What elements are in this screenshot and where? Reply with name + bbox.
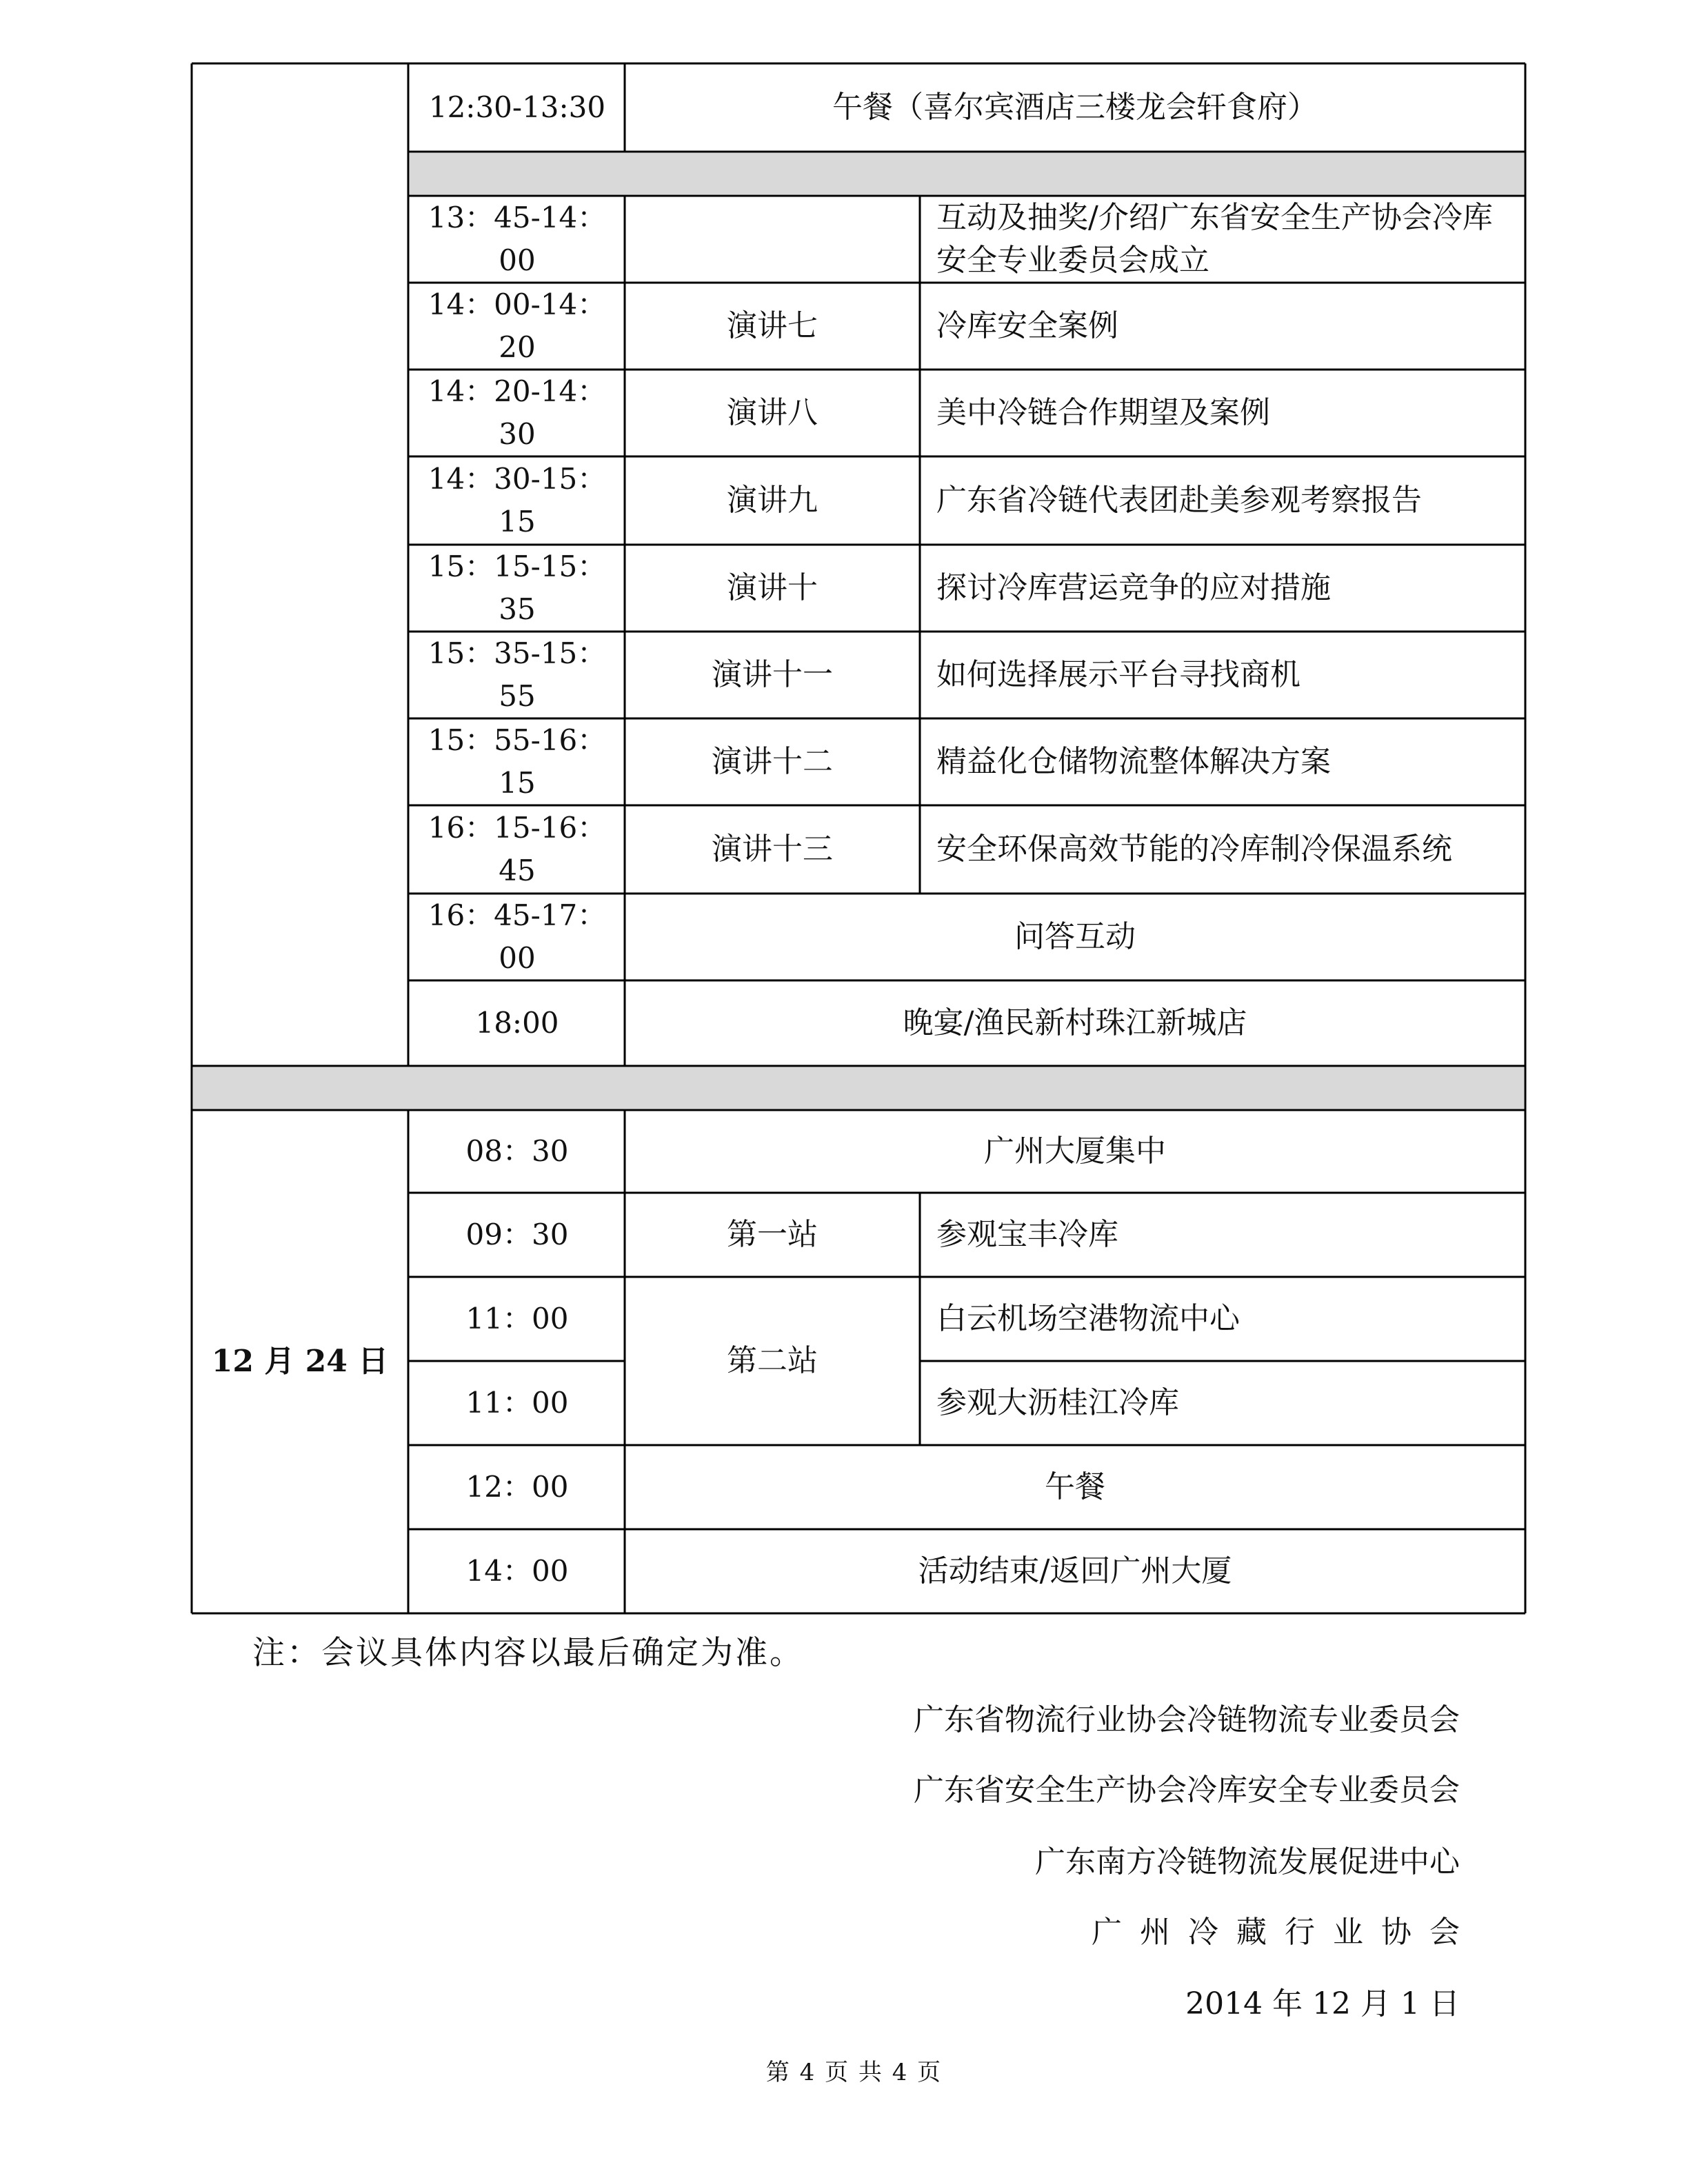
date-cell: 12 月 24 日 (211, 1344, 389, 1379)
time-cell: 18:00 (475, 1006, 559, 1040)
topic-cell: 如何选择展示平台寻找商机 (936, 657, 1300, 692)
time-cell: 12:30-13:30 (428, 90, 606, 124)
time-cell: 08：30 (465, 1134, 569, 1168)
speech-cell: 演讲十一 (712, 657, 833, 692)
time-cell: 11：00 (465, 1302, 569, 1335)
speech-cell: 演讲九 (727, 483, 818, 518)
lunch-title: 午餐（喜尔宾酒店三楼龙会轩食府） (832, 90, 1318, 125)
topic-cell: 白云机场空港物流中心 (936, 1301, 1240, 1336)
dinner-title: 晚宴/渔民新村珠江新城店 (903, 1005, 1247, 1040)
time-cell: 09：30 (465, 1218, 569, 1251)
time-cell: 14：20-14：30 (428, 374, 607, 451)
topic-cell: 互动及抽奖/介绍广东省安全生产协会冷库安全专业委员会成立 (936, 200, 1493, 278)
qa-title: 问答互动 (1014, 919, 1136, 954)
time-cell: 15：35-15：55 (428, 636, 607, 713)
time-cell: 16：15-16：45 (428, 811, 607, 887)
topic-cell: 冷库安全案例 (936, 308, 1118, 343)
signature-line: 广州冷藏行业协会 (1092, 1915, 1478, 1950)
time-cell: 15：15-15：35 (428, 549, 607, 626)
gather-title: 广州大厦集中 (984, 1133, 1166, 1169)
topic-cell: 安全环保高效节能的冷库制冷保温系统 (936, 831, 1452, 867)
speech-cell: 演讲十二 (712, 744, 833, 779)
topic-cell: 参观宝丰冷库 (936, 1217, 1118, 1252)
time-cell: 15：55-16：15 (428, 723, 607, 800)
speech-cell: 演讲十三 (712, 831, 833, 867)
topic-cell: 参观大沥桂江冷库 (936, 1385, 1179, 1420)
station-cell: 第一站 (727, 1217, 818, 1252)
time-cell: 14：00-14：20 (428, 288, 607, 364)
topic-cell: 广东省冷链代表团赴美参观考察报告 (936, 483, 1422, 518)
signature-line: 广东南方冷链物流发展促进中心 (1035, 1844, 1460, 1879)
speech-cell: 演讲十 (727, 570, 818, 605)
speech-cell: 演讲七 (727, 308, 818, 343)
topic-cell: 精益化仓储物流整体解决方案 (936, 744, 1331, 779)
note-text: 注：会议具体内容以最后确定为准。 (252, 1634, 804, 1672)
end-title: 活动结束/返回广州大厦 (918, 1553, 1232, 1589)
station-cell: 第二站 (727, 1343, 818, 1378)
time-cell: 16：45-17：00 (428, 898, 607, 975)
time-cell: 14：00 (465, 1554, 569, 1588)
signature-line: 广东省安全生产协会冷库安全专业委员会 (914, 1773, 1460, 1808)
speech-cell: 演讲八 (727, 395, 818, 430)
time-cell: 11：00 (465, 1386, 569, 1420)
time-cell: 13：45-14：00 (428, 201, 607, 277)
topic-cell: 探讨冷库营运竞争的应对措施 (936, 570, 1331, 605)
time-cell: 14：30-15：15 (428, 462, 607, 538)
signature-line: 广东省物流行业协会冷链物流专业委员会 (914, 1702, 1460, 1737)
topic-cell: 美中冷链合作期望及案例 (936, 395, 1270, 430)
time-cell: 12：00 (465, 1470, 569, 1504)
separator-row (410, 153, 1524, 194)
separator-row (193, 1067, 1524, 1109)
signed-date: 2014 年 12 月 1 日 (1185, 1986, 1460, 2021)
lunch-title: 午餐 (1045, 1469, 1105, 1504)
page-footer: 第 4 页 共 4 页 (765, 2059, 943, 2086)
